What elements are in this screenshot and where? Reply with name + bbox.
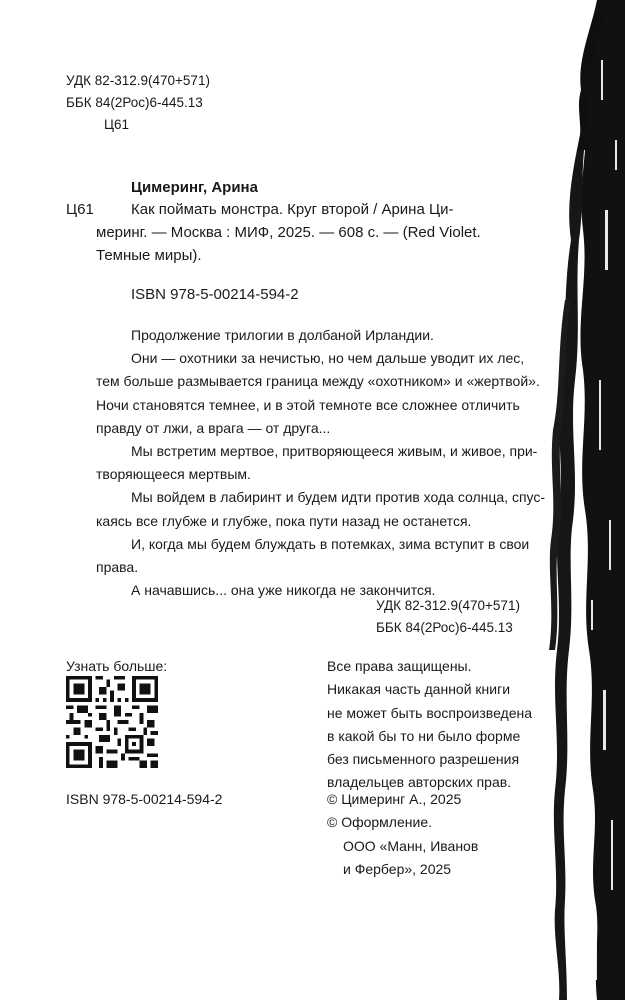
- bib-title-line-2: меринг. — Москва : МИФ, 2025. — 608 с. — (Red Violet.: [96, 224, 481, 241]
- annotation-line: Мы встретим мертвое, притворяющееся живым, и живое, при-: [131, 443, 538, 460]
- annotation-line: творяющееся мертвым.: [96, 466, 251, 483]
- author-code: Ц61: [104, 117, 130, 132]
- qr-code-icon[interactable]: [66, 676, 158, 768]
- author-name: Цимеринг, Арина: [131, 179, 258, 196]
- rights-line: без письменного разрешения: [327, 751, 520, 768]
- annotation: [96, 324, 546, 602]
- bbk-code: ББК 84(2Рос)6-445.13: [66, 95, 203, 110]
- qr-isbn: ISBN 978-5-00214-594-2: [66, 791, 223, 807]
- annotation-line: права.: [96, 559, 139, 576]
- annotation-line: Мы войдем в лабиринт и будем идти против хода солнца, спус-: [131, 489, 546, 506]
- copyright-line: © Оформление.: [327, 814, 432, 831]
- copyright-line: и Фербер», 2025: [343, 860, 452, 877]
- bib-title-line-1: Как поймать монстра. Круг второй / Арина Ци-: [131, 201, 454, 218]
- rights-line: Все права защищены.: [327, 658, 472, 674]
- bib-author-code: Ц61: [66, 201, 94, 218]
- bib-isbn: ISBN 978-5-00214-594-2: [131, 286, 299, 303]
- rights-line: владельцев авторских прав.: [327, 774, 512, 791]
- bib-title-line-3: Темные миры).: [96, 247, 202, 264]
- rights-line: Никакая часть данной книги: [327, 681, 511, 698]
- annotation-line: Продолжение трилогии в долбаной Ирландии.: [131, 327, 434, 343]
- rights-notice: [327, 655, 532, 795]
- footer-bbk-code: ББК 84(2Рос)6-445.13: [376, 620, 513, 635]
- learn-more-label: Узнать больше:: [66, 658, 168, 674]
- annotation-line: каясь все глубже и глубже, пока пути назад не останется.: [96, 512, 472, 529]
- annotation-line: тем больше размывается граница между «охотником» и «жертвой».: [96, 373, 540, 390]
- footer-udk-code: УДК 82-312.9(470+571): [376, 598, 520, 613]
- annotation-line: А начавшись... она уже никогда не закончится.: [131, 582, 436, 599]
- annotation-line: правду от лжи, а врага — от друга...: [96, 419, 331, 436]
- copyright-line: © Цимеринг А., 2025: [327, 791, 462, 807]
- rights-line: не может быть воспроизведена: [327, 704, 533, 721]
- annotation-line: И, когда мы будем блуждать в потемках, зима вступит в свои: [131, 535, 530, 552]
- copyright-block: [327, 788, 478, 881]
- copyright-line: ООО «Манн, Иванов: [343, 837, 479, 854]
- annotation-line: Ночи становятся темнее, и в этой темноте все сложнее отличить: [96, 396, 520, 413]
- annotation-line: Они — охотники за нечистью, но чем дальше уводит их лес,: [131, 350, 525, 367]
- udk-code: УДК 82-312.9(470+571): [66, 73, 210, 88]
- rights-line: в какой бы то ни было форме: [327, 727, 521, 744]
